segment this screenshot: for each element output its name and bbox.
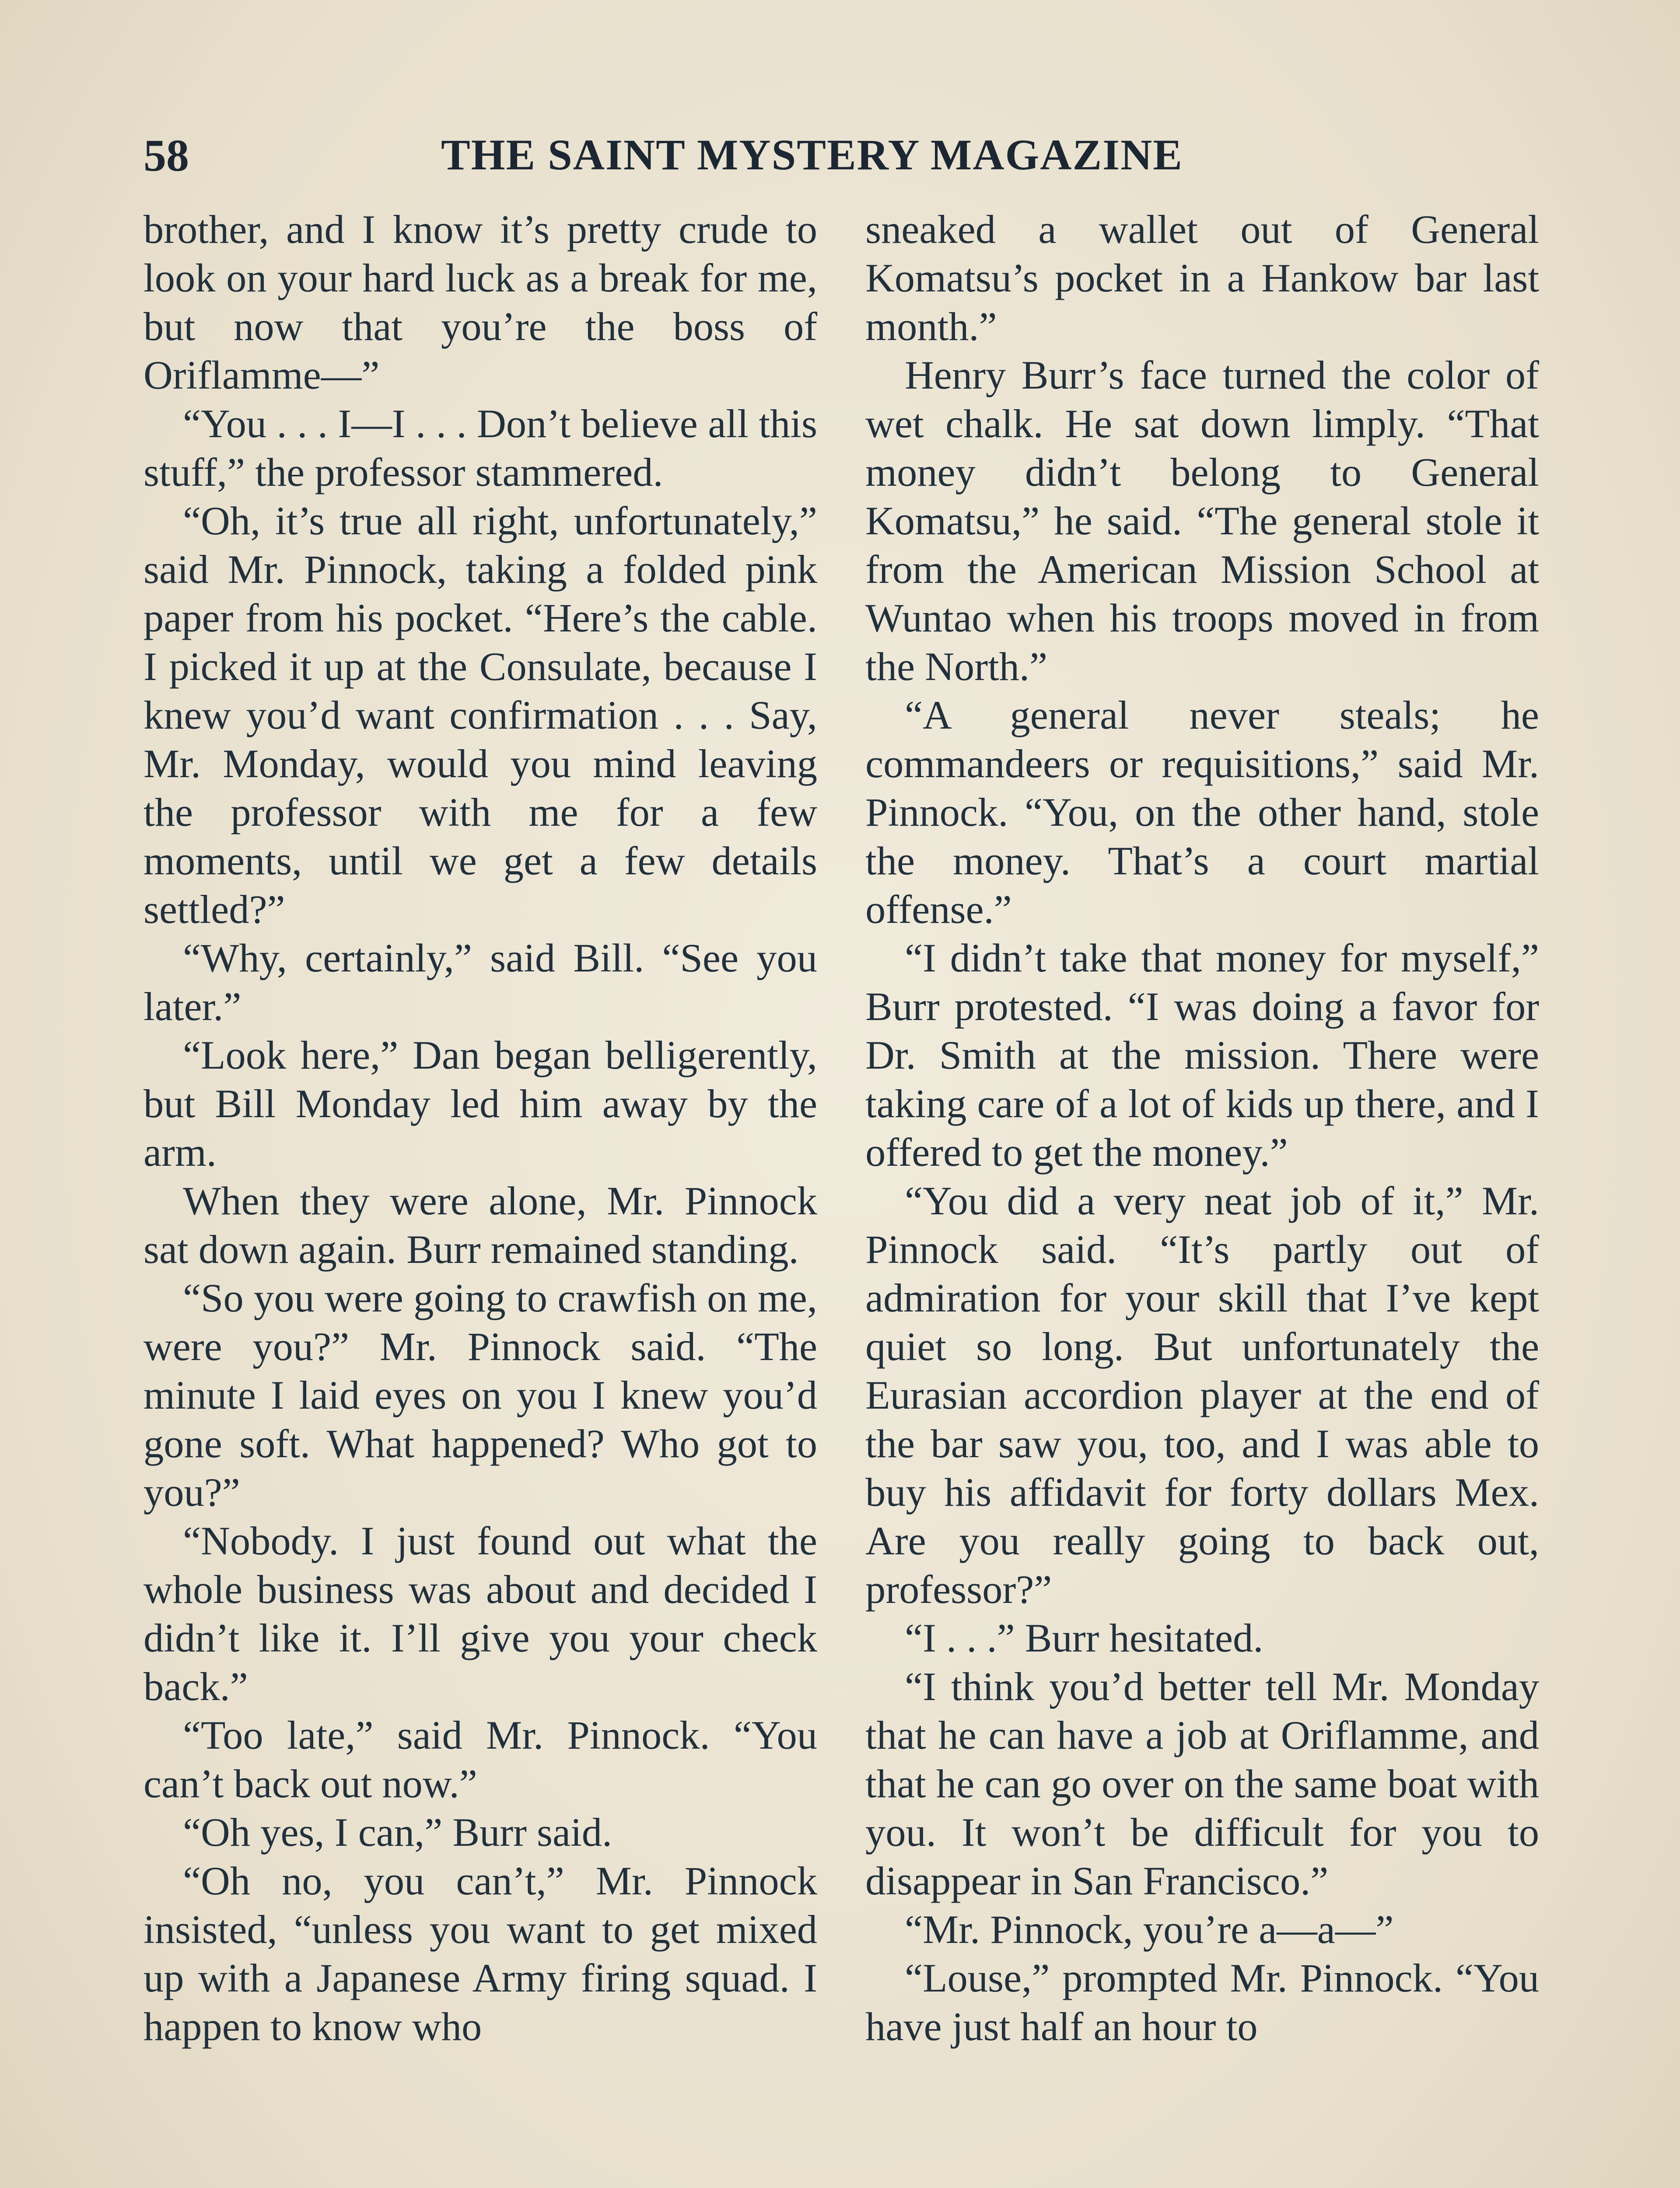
paragraph: brother, and I know it’s pretty crude to look on your hard luck as a break for me, but now that you’re the boss of Oriflamme—”: [144, 207, 817, 398]
right-column: [865, 206, 1539, 2051]
paragraph: “Too late,” said Mr. Pinnock. “You can’t back out now.”: [144, 1713, 817, 1806]
paragraph: “Oh yes, I can,” Burr said.: [183, 1810, 612, 1855]
magazine-title: THE SAINT MYSTERY MAGAZINE: [441, 130, 1183, 179]
paragraph: “Oh no, you can’t,” Mr. Pinnock insisted, “unless you want to get mixed up with a Japanese Army firing squad. I happen to know who: [144, 1859, 817, 2049]
paragraph: “I didn’t take that money for myself,” Burr protested. “I was doing a favor for Dr. Smith at the mission. There were taking care of a lot of kids up there, and I offered to get the money.”: [865, 936, 1539, 1175]
paragraph: “Oh, it’s true all right, unfortunately,” said Mr. Pinnock, taking a folded pink paper from his pocket. “Here’s the cable. I picked it up at the Consulate, because I knew you’d want confirmation . . . Say, Mr. Monday, would you mind leaving the professor with me for a few moments, until we get a few details settled?”: [144, 499, 817, 932]
paragraph: “A general never steals; he commandeers or requisitions,” said Mr. Pinnock. “You, on the other hand, stole the money. That’s a court martial offense.”: [865, 693, 1539, 932]
paragraph: “You . . . I—I . . . Don’t believe all this stuff,” the professor stammered.: [144, 402, 817, 495]
paragraph: “I think you’d better tell Mr. Monday that he can have a job at Oriflamme, and that he can go over on the same boat with you. It won’t be difficult for you to disappear in San Francisco.”: [865, 1665, 1539, 1904]
paragraph: Henry Burr’s face turned the color of wet chalk. He sat down limply. “That money didn’t belong to General Komatsu,” he said. “The general stole it from the American Mission School at Wuntao when his troops moved in from the North.”: [865, 353, 1539, 689]
paragraph: “You did a very neat job of it,” Mr. Pinnock said. “It’s partly out of admiration for your skill that I’ve kept quiet so long. But unfortunately the Eurasian accordion player at the end of the bar saw you, too, and I was able to buy his affidavit for forty dollars Mex. Are you really going to back out, professor?”: [865, 1179, 1539, 1612]
page-header: [144, 125, 1536, 191]
paragraph: “I . . .” Burr hesitated.: [905, 1616, 1264, 1661]
page-number: 58: [144, 130, 189, 181]
left-column: [144, 206, 817, 2051]
paragraph: “Nobody. I just found out what the whole business was about and decided I didn’t like it. I’ll give you your check back.”: [144, 1519, 817, 1709]
paragraph: “Louse,” prompted Mr. Pinnock. “You have just half an hour to: [865, 1956, 1539, 2049]
paragraph: “Mr. Pinnock, you’re a—a—”: [905, 1907, 1394, 1952]
paragraph: “So you were going to crawfish on me, were you?” Mr. Pinnock said. “The minute I laid eyes on you I knew you’d gone soft. What happened? Who got to you?”: [144, 1276, 817, 1515]
paragraph: “Look here,” Dan began belligerently, but Bill Monday led him away by the arm.: [144, 1033, 817, 1175]
paragraph: sneaked a wallet out of General Komatsu’s pocket in a Hankow bar last month.”: [865, 207, 1539, 349]
paragraph: When they were alone, Mr. Pinnock sat down again. Burr remained standing.: [144, 1179, 817, 1272]
paragraph: “Why, certainly,” said Bill. “See you later.”: [144, 936, 817, 1029]
